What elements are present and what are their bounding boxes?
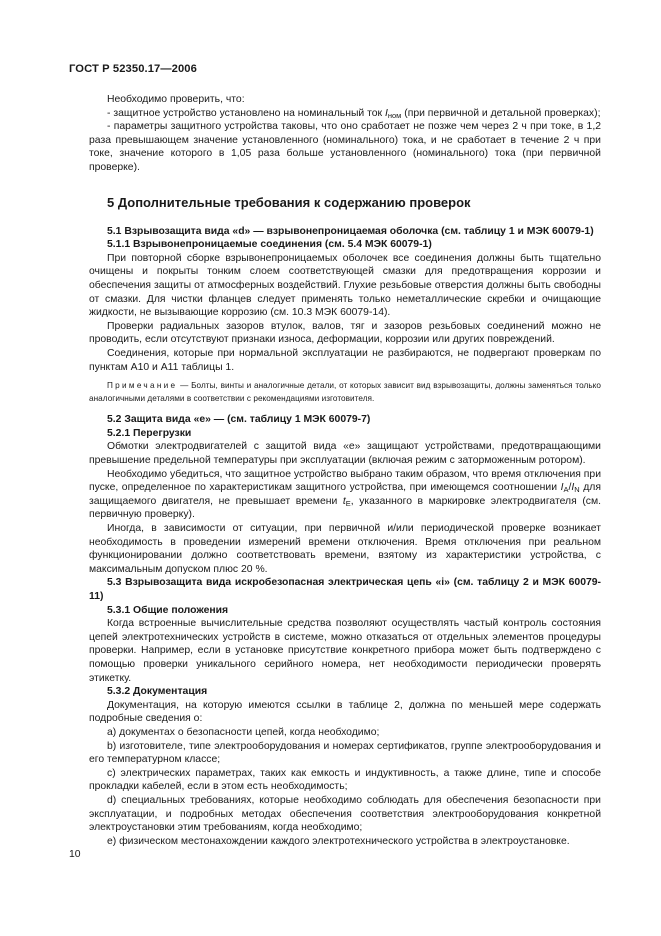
section-5-2-1-title: 5.2.1 Перегрузки	[107, 427, 192, 439]
intro-check-2: - параметры защитного устройства таковы, что оно сработает не позже чем через 2 ч при токе, в 1,2 раза превышающем значение установленного (номинального) тока, и не сработает в течение 2 ч при токе, значение которого в 1,05 раза больше установленного (номинального) тока (при первичной проверке).	[89, 121, 601, 173]
list-item: b) изготовителе, типе электрооборудования и номерах сертификатов, группе электрооборудования и его температурном классе;	[89, 740, 601, 766]
section-5-1-1-para-2: Проверки радиальных зазоров втулок, валов, тяг и зазоров резьбовых соединений можно не проводить, если отсутствуют признаки износа, деформации, коррозии или других повреждений.	[89, 320, 601, 346]
section-5-3-2-title: 5.3.2 Документация	[107, 686, 208, 698]
section-5-3-title: 5.3 Взрывозащита вида искробезопасная электрическая цепь «i» (см. таблицу 2 и МЭК 60079-11)	[89, 577, 601, 602]
section-5-title: 5 Дополнительные требования к содержанию проверок	[107, 194, 471, 210]
section-5-3-1-para-1: Когда встроенные вычислительные средства позволяют осуществлять частый контроль состояния цепей электротехнических устройств в системе, можно отказаться от отдельных элементов процедуры проверки. Например, если в установке присутствие конкретного прибора может быть подтверждено с помощью проверки уникального серийного номера, нет необходимости периодически проверять этикетку.	[89, 618, 601, 684]
list-item: а) документах о безопасности цепей, когда необходимо;	[107, 726, 380, 738]
page-number: 10	[69, 849, 81, 860]
section-5-1-1-para-1: При повторной сборке взрывонепроницаемых оболочек все соединения должны быть тщательно очищены и покрыты тонким слоем соответствующей смазки для предотвращения коррозии и обеспечения защиты от атмосферных воздействий. Глухие резьбовые отверстия должны быть свободны от смазки. Для чистки фланцев следует применять только неметаллические скребки и очищающие жидкости, не вызывающие коррозию (см. 10.3 МЭК 60079-14).	[89, 252, 601, 319]
note-text: — Болты, винты и аналогичные детали, от которых зависит вид взрывозащиты, должны заменяться только аналогичными деталями в соответствии с рекомендациями изготовителя.	[89, 381, 601, 403]
note-label: Примечание	[107, 381, 178, 391]
intro-check-1: - защитное устройство установлено на номинальный ток $I_{ном}$ (при первичной и детальной проверках);	[107, 107, 601, 120]
section-5-1-title: 5.1 Взрывозащита вида «d» — взрывонепроницаемая оболочка (см. таблицу 1 и МЭК 60079-1)	[107, 225, 594, 237]
list-item: е) физическом местонахождении каждого электротехнического устройства в электроустановке.	[107, 835, 570, 847]
section-5-3-1-title: 5.3.1 Общие положения	[107, 604, 229, 616]
section-5-1-1-para-3: Соединения, которые при нормальной эксплуатации не разбираются, не подвергают проверкам по пунктам А10 и А11 таблицы 1.	[89, 347, 601, 373]
intro-lead: Необходимо проверить, что:	[107, 94, 245, 105]
document-number: ГОСТ Р 52350.17—2006	[69, 63, 197, 75]
section-5-2-title: 5.2 Защита вида «е» — (см. таблицу 1 МЭК 60079-7)	[107, 414, 371, 426]
section-5-2-1-para-2: Необходимо убедиться, что защитное устройство выбрано таким образом, что время отключения при пуске, определенное по характеристикам защитного устройства, при имеющемся соотношении $I_A/I_N$ для защищаемого двигателя, не превышает времени $t_E$, указанного в маркировке электродвигателя (см. первичную проверку).	[89, 468, 602, 521]
list-item: d) специальных требованиях, которые необходимо соблюдать для обеспечения безопасности при эксплуатации, и подробных методах обеспечения соответствия электрооборудования конкретной электроустановки этим требованиям, когда необходимо;	[89, 794, 601, 834]
section-5-2-1-para-1: Обмотки электродвигателей с защитой вида «е» защищают устройствами, предотвращающими превышение предельной температуры при эксплуатации (включая режим с заторможенным ротором).	[89, 441, 601, 467]
document-body	[89, 93, 601, 848]
section-5-1-note	[89, 380, 601, 405]
section-5-3-2-para-1: Документация, на которую имеются ссылки в таблице 2, должна по меньшей мере содержать подробные сведения о:	[89, 699, 601, 725]
section-5-2-1-para-3: Иногда, в зависимости от ситуации, при первичной и/или периодической проверке возникает необходимость в проведении измерений времени отключения. Время отключения при реальном функционировании должно соответствовать времени, взятому из характеристики устройства, с максимальным допуском плюс 20 %.	[89, 523, 601, 575]
section-5-1-1-title: 5.1.1 Взрывонепроницаемые соединения (см. 5.4 МЭК 60079-1)	[107, 239, 432, 251]
list-item: с) электрических параметрах, таких как емкость и индуктивность, а также длине, типе и способе прокладки кабелей, если в этом есть необходимость;	[89, 767, 601, 793]
